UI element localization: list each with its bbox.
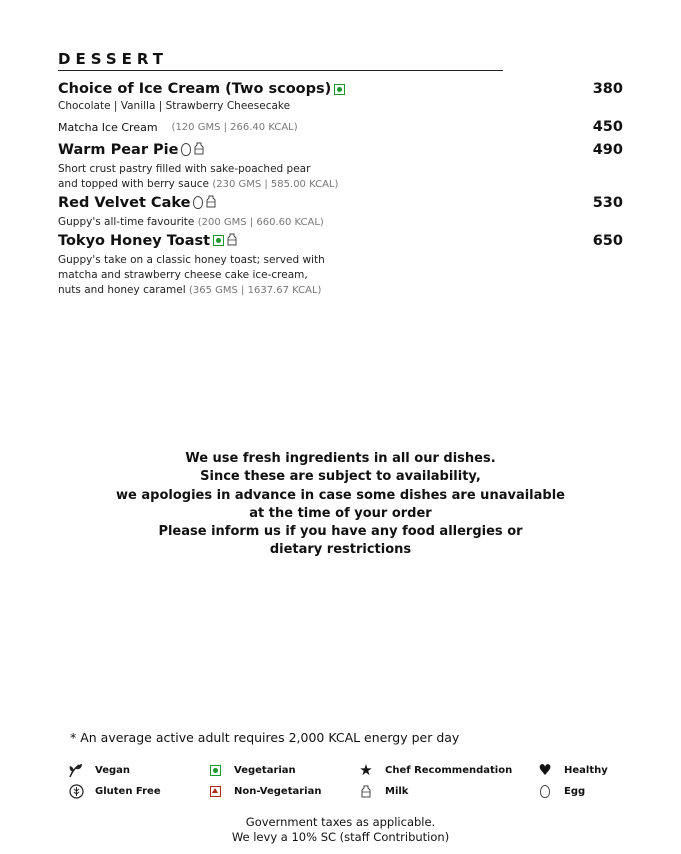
footer-line: We levy a 10% SC (staff Contribution): [231, 830, 450, 844]
item-meta: (200 GMS | 660.60 KCAL): [197, 217, 324, 228]
milk-icon: [357, 783, 375, 799]
item-description-line: Short crust pastry filled with sake-poached pear: [58, 163, 311, 175]
item-description-line: nuts and honey caramel: [58, 284, 186, 296]
legend-vegetarian: [206, 762, 296, 778]
legend-milk: [357, 783, 408, 799]
item-description: Chocolate | Vanilla | Strawberry Cheesecake: [58, 100, 291, 112]
milk-icon: [194, 140, 204, 159]
kcal-note: * An average active adult requires 2,000 KCAL energy per day: [70, 730, 460, 745]
milk-icon: [227, 231, 237, 250]
footer-line: Government taxes as applicable.: [245, 815, 436, 829]
item-name: Tokyo Honey Toast: [58, 232, 211, 249]
sub-item-name: Matcha Ice Cream: [58, 120, 158, 134]
legend-label: Chef Recommendation: [385, 764, 513, 776]
star-icon: ★: [359, 761, 373, 779]
legend-label: Non-Vegetarian: [234, 785, 322, 797]
availability-notice: [0, 450, 681, 560]
legend-vegan: [67, 762, 130, 778]
item-price: 530: [592, 194, 623, 211]
legend-label: Vegetarian: [234, 764, 296, 776]
legend-label: Vegan: [95, 764, 130, 776]
item-price: 380: [592, 81, 623, 97]
sub-item-price: 450: [592, 119, 623, 135]
legend-label: Healthy: [564, 764, 608, 776]
sub-item-meta: (120 GMS | 266.40 KCAL): [171, 121, 298, 133]
notice-line: Please inform us if you have any food allergies or: [158, 524, 523, 540]
non-vegetarian-icon: [206, 783, 224, 799]
notice-line: dietary restrictions: [269, 542, 412, 558]
egg-icon: [193, 196, 203, 209]
notice-line: We use fresh ingredients in all our dishes.: [185, 451, 496, 466]
menu-item-ice-cream: [58, 81, 623, 135]
legend-chef: [357, 762, 512, 778]
item-name: Red Velvet Cake: [58, 194, 191, 211]
item-meta: (230 GMS | 585.00 KCAL): [212, 179, 339, 190]
item-name: Warm Pear Pie: [58, 141, 179, 158]
item-name: Choice of Ice Cream (Two scoops): [58, 81, 332, 97]
menu-item-red-velvet-cake: [58, 193, 623, 230]
notice-line: we apologies in advance in case some dishes are unavailable: [116, 487, 565, 503]
item-description-line: Guppy's take on a classic honey toast; served with: [58, 254, 325, 266]
gluten-free-icon: [67, 783, 85, 799]
legend-non-vegetarian: [206, 783, 321, 799]
vegetarian-icon: [213, 235, 224, 246]
legend-egg: [536, 783, 585, 799]
section-title: DESSERT: [58, 50, 168, 68]
menu-item-tokyo-honey-toast: [58, 231, 623, 298]
vegetarian-icon: [334, 84, 345, 95]
item-description-line: and topped with berry sauce: [58, 178, 209, 190]
item-description: [58, 215, 623, 230]
legend-gluten-free: [67, 783, 161, 799]
milk-icon: [206, 193, 216, 212]
title-rule: [58, 70, 503, 71]
item-description-line: matcha and strawberry cheese cake ice-cream,: [58, 269, 308, 281]
egg-icon: [536, 783, 554, 799]
tax-footer: [0, 815, 681, 845]
legend-label: Milk: [385, 785, 409, 797]
vegan-icon: [67, 762, 85, 778]
menu-item-warm-pear-pie: [58, 140, 623, 192]
notice-line: Since these are subject to availability,: [200, 469, 481, 485]
heart-icon: ♥: [538, 761, 552, 779]
item-meta: (365 GMS | 1637.67 KCAL): [188, 285, 322, 296]
item-price: 650: [592, 232, 623, 249]
item-price: 490: [592, 141, 623, 158]
notice-line: at the time of your order: [249, 505, 432, 521]
item-description-line: Guppy's all-time favourite: [58, 216, 195, 228]
legend-label: Egg: [564, 785, 586, 797]
item-description: [58, 253, 623, 298]
vegetarian-icon: [206, 762, 224, 778]
legend-healthy: [536, 762, 608, 778]
item-description: [58, 162, 623, 192]
legend-label: Gluten Free: [95, 785, 161, 797]
egg-icon: [181, 143, 191, 156]
